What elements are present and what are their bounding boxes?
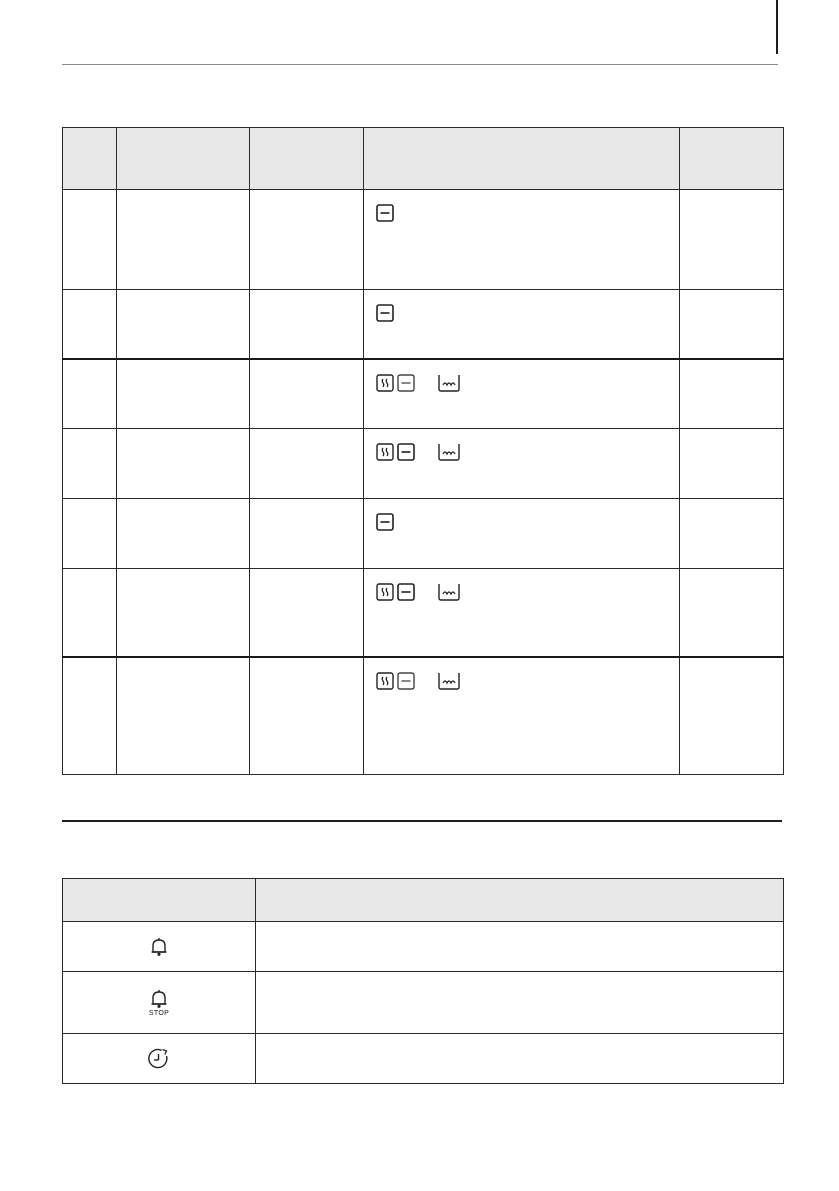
water-tank-icon	[438, 374, 460, 392]
header-cell	[364, 128, 680, 190]
table-cell	[250, 290, 364, 359]
header-cell	[256, 879, 784, 922]
grill-icon	[397, 672, 415, 690]
table-row	[63, 569, 784, 657]
bell-icon	[148, 936, 170, 958]
table-cell	[680, 359, 784, 429]
icon-cell	[364, 569, 680, 657]
header-rule	[62, 64, 778, 65]
description-cell	[256, 1034, 784, 1084]
grill-icon	[376, 513, 394, 531]
grill-icon	[397, 374, 415, 392]
table-cell	[680, 569, 784, 657]
table-cell	[63, 657, 117, 775]
table-cell	[680, 657, 784, 775]
symbol-cell	[63, 922, 256, 972]
table-cell	[680, 190, 784, 290]
table-cell	[117, 190, 250, 290]
table-cell	[117, 569, 250, 657]
steam-icon	[376, 583, 394, 601]
steam-icon	[376, 374, 394, 392]
table-row	[63, 1034, 784, 1084]
table-row	[63, 922, 784, 972]
header-cell	[250, 128, 364, 190]
table-cell	[680, 429, 784, 499]
table-cell	[63, 429, 117, 499]
table-cell	[63, 499, 117, 569]
section-rule	[62, 820, 782, 822]
icon-cell	[364, 359, 680, 429]
table-header-row	[63, 128, 784, 190]
symbol-cell	[63, 1034, 256, 1084]
header-cell	[63, 128, 117, 190]
icon-cell	[364, 290, 680, 359]
signal-table	[62, 878, 784, 1084]
grill-icon	[376, 204, 394, 222]
grill-icon	[376, 304, 394, 322]
steam-icon	[376, 672, 394, 690]
table-cell	[250, 429, 364, 499]
table-cell	[250, 359, 364, 429]
icon-cell	[364, 190, 680, 290]
table-row	[63, 359, 784, 429]
table-cell	[117, 359, 250, 429]
table-row	[63, 290, 784, 359]
table-cell	[680, 499, 784, 569]
table-row	[63, 190, 784, 290]
table-cell	[117, 290, 250, 359]
water-tank-icon	[438, 443, 460, 461]
table-cell	[63, 569, 117, 657]
icon-cell	[364, 657, 680, 775]
table-cell	[63, 190, 117, 290]
table-cell	[250, 657, 364, 775]
header-cell	[680, 128, 784, 190]
icon-cell	[364, 499, 680, 569]
table-cell	[117, 429, 250, 499]
grill-icon	[397, 583, 415, 601]
description-cell	[256, 922, 784, 972]
table-cell	[117, 657, 250, 775]
page-corner-mark	[776, 0, 778, 54]
table-cell	[63, 359, 117, 429]
description-cell	[256, 972, 784, 1034]
program-table	[62, 127, 784, 775]
table-row	[63, 972, 784, 1034]
table-header-row	[63, 879, 784, 922]
header-cell	[63, 879, 256, 922]
table-cell	[250, 190, 364, 290]
timer-icon	[147, 1047, 171, 1071]
table-cell	[680, 290, 784, 359]
header-cell	[117, 128, 250, 190]
icon-cell	[364, 429, 680, 499]
table-cell	[250, 499, 364, 569]
symbol-cell	[63, 972, 256, 1034]
bell-stop-icon	[148, 988, 170, 1017]
stop-label: STOP	[148, 1010, 170, 1017]
table-row	[63, 499, 784, 569]
table-cell	[63, 290, 117, 359]
grill-icon	[397, 443, 415, 461]
water-tank-icon	[438, 672, 460, 690]
table-row	[63, 657, 784, 775]
table-cell	[250, 569, 364, 657]
bell-icon	[148, 988, 170, 1010]
table-row	[63, 429, 784, 499]
steam-icon	[376, 443, 394, 461]
table-cell	[117, 499, 250, 569]
water-tank-icon	[438, 583, 460, 601]
